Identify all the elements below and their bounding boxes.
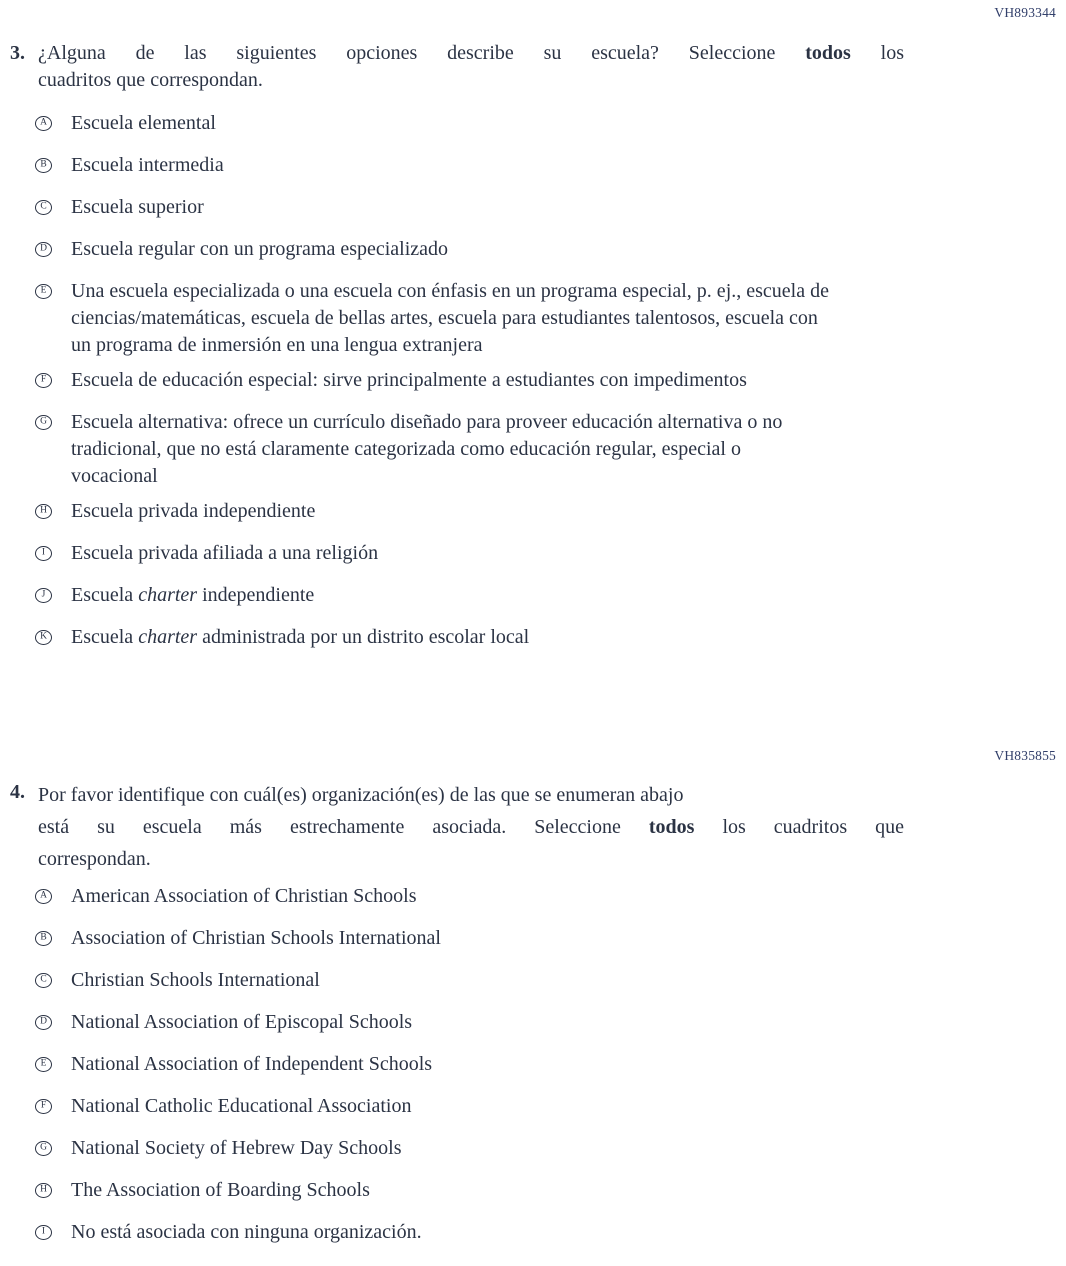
question-3-options bbox=[0, 110, 1066, 651]
option-q3-j[interactable] bbox=[35, 582, 1066, 609]
option-label: Escuela intermedia bbox=[71, 154, 224, 176]
option-q3-b[interactable] bbox=[35, 152, 1066, 179]
option-label: National Association of Independent Schools bbox=[71, 1053, 433, 1075]
choice-bubble-d[interactable] bbox=[35, 242, 52, 257]
question-4-options bbox=[0, 883, 1066, 1246]
choice-letter: D bbox=[40, 1016, 47, 1027]
question-4-line-3: correspondan. bbox=[38, 848, 151, 870]
option-label: National Catholic Educational Association bbox=[71, 1095, 412, 1117]
question-3-text bbox=[38, 40, 904, 94]
choice-letter: G bbox=[40, 416, 47, 427]
option-q3-i[interactable] bbox=[35, 540, 1066, 567]
choice-bubble-i[interactable] bbox=[35, 546, 52, 561]
question-3-stem bbox=[0, 40, 1066, 94]
choice-bubble-a[interactable] bbox=[35, 116, 52, 131]
question-4-line-1: Por favor identifique con cuál(es) organización(es) de las que se enumeran abajo bbox=[38, 784, 684, 806]
choice-letter: J bbox=[41, 589, 46, 600]
choice-bubble-f[interactable] bbox=[35, 1099, 52, 1114]
option-label: No está asociada con ninguna organización. bbox=[71, 1221, 422, 1243]
choice-letter: A bbox=[40, 890, 47, 901]
charter-italic: charter bbox=[138, 626, 198, 648]
question-3-line1-post: los bbox=[850, 42, 904, 64]
choice-bubble-c[interactable] bbox=[35, 973, 52, 988]
option-label: Una escuela especializada o una escuela con énfasis en un programa especial, p. ej., escuela de ciencias/matemáticas, escuela de bellas artes, escuela para estudiantes talentosos, escuela con un programa de inmersión en una lengua extranjera bbox=[71, 280, 829, 356]
choice-letter: C bbox=[40, 201, 47, 212]
option-q3-e[interactable] bbox=[35, 278, 1066, 359]
question-4-stem bbox=[0, 779, 1066, 875]
choice-bubble-j[interactable] bbox=[35, 588, 52, 603]
choice-letter: B bbox=[40, 159, 47, 170]
option-q4-c[interactable] bbox=[35, 967, 1066, 994]
choice-letter: K bbox=[40, 631, 47, 642]
option-label: Escuela privada independiente bbox=[71, 500, 316, 522]
option-label: Escuela charter independiente bbox=[71, 584, 315, 606]
option-q4-h[interactable] bbox=[35, 1177, 1066, 1204]
choice-letter: D bbox=[40, 243, 47, 254]
option-q4-g[interactable] bbox=[35, 1135, 1066, 1162]
question-4-line2-post: los cuadritos que bbox=[694, 816, 904, 838]
choice-bubble-g[interactable] bbox=[35, 1141, 52, 1156]
choice-letter: H bbox=[40, 1184, 47, 1195]
choice-bubble-d[interactable] bbox=[35, 1015, 52, 1030]
section-question-4 bbox=[0, 743, 1066, 1246]
choice-bubble-c[interactable] bbox=[35, 200, 52, 215]
question-3-line1-pre: ¿Alguna de las siguientes opciones describe su escuela? Seleccione bbox=[38, 42, 806, 64]
option-label: The Association of Boarding Schools bbox=[71, 1179, 370, 1201]
accession-code-label: VH835855 bbox=[994, 748, 1056, 763]
question-3-line-2: cuadritos que correspondan. bbox=[38, 69, 263, 91]
option-q3-d[interactable] bbox=[35, 236, 1066, 263]
question-4-text bbox=[38, 779, 904, 875]
option-label: Association of Christian Schools International bbox=[71, 927, 441, 949]
choice-bubble-e[interactable] bbox=[35, 1057, 52, 1072]
option-label: Escuela charter administrada por un distrito escolar local bbox=[71, 626, 530, 648]
question-3-number: 3. bbox=[10, 42, 25, 64]
question-4-line2-pre: está su escuela más estrechamente asociada. Seleccione bbox=[38, 816, 649, 838]
accession-code-q4 bbox=[0, 743, 1066, 764]
question-4-line2-bold: todos bbox=[648, 816, 695, 838]
option-q3-g[interactable] bbox=[35, 409, 1066, 490]
option-q4-a[interactable] bbox=[35, 883, 1066, 910]
question-3-line1-bold: todos bbox=[805, 42, 851, 64]
option-label: American Association of Christian Schools bbox=[71, 885, 417, 907]
choice-letter: E bbox=[40, 1058, 47, 1069]
option-q3-k[interactable] bbox=[35, 624, 1066, 651]
option-label: Escuela privada afiliada a una religión bbox=[71, 542, 379, 564]
choice-letter: C bbox=[40, 974, 47, 985]
choice-bubble-h[interactable] bbox=[35, 1183, 52, 1198]
choice-letter: B bbox=[40, 932, 47, 943]
option-label: Escuela elemental bbox=[71, 112, 216, 134]
option-label: Escuela superior bbox=[71, 196, 204, 218]
choice-bubble-i[interactable] bbox=[35, 1225, 52, 1240]
choice-bubble-b[interactable] bbox=[35, 931, 52, 946]
choice-bubble-g[interactable] bbox=[35, 415, 52, 430]
choice-bubble-h[interactable] bbox=[35, 504, 52, 519]
choice-letter: I bbox=[41, 1226, 46, 1237]
choice-letter: A bbox=[40, 117, 47, 128]
choice-bubble-k[interactable] bbox=[35, 630, 52, 645]
option-q3-h[interactable] bbox=[35, 498, 1066, 525]
option-q4-f[interactable] bbox=[35, 1093, 1066, 1120]
option-q4-i[interactable] bbox=[35, 1219, 1066, 1246]
choice-bubble-a[interactable] bbox=[35, 889, 52, 904]
question-4-number: 4. bbox=[10, 781, 25, 803]
option-label: Christian Schools International bbox=[71, 969, 320, 991]
question-4-line-2 bbox=[38, 811, 904, 843]
option-label: Escuela alternativa: ofrece un currículo diseñado para proveer educación alternativa o no tradicional, que no está claramente categorizada como educación regular, especial o vocacional bbox=[71, 411, 783, 487]
option-q4-b[interactable] bbox=[35, 925, 1066, 952]
option-label: National Society of Hebrew Day Schools bbox=[71, 1137, 402, 1159]
choice-bubble-f[interactable] bbox=[35, 373, 52, 388]
accession-code-q3 bbox=[0, 0, 1066, 21]
charter-italic: charter bbox=[138, 584, 198, 606]
choice-letter: E bbox=[40, 285, 47, 296]
choice-letter: G bbox=[40, 1142, 47, 1153]
choice-letter: F bbox=[40, 1100, 47, 1111]
choice-letter: H bbox=[40, 505, 47, 516]
accession-code-label: VH893344 bbox=[994, 5, 1056, 20]
option-label: Escuela de educación especial: sirve principalmente a estudiantes con impedimentos bbox=[71, 369, 747, 391]
choice-letter: I bbox=[41, 547, 46, 558]
option-label: Escuela regular con un programa especializado bbox=[71, 238, 449, 260]
option-q3-a[interactable] bbox=[35, 110, 1066, 137]
option-q3-c[interactable] bbox=[35, 194, 1066, 221]
option-q4-e[interactable] bbox=[35, 1051, 1066, 1078]
question-3-line-1 bbox=[38, 40, 904, 67]
choice-letter: F bbox=[40, 374, 47, 385]
choice-bubble-e[interactable] bbox=[35, 284, 52, 299]
option-q4-d[interactable] bbox=[35, 1009, 1066, 1036]
option-label: National Association of Episcopal Schools bbox=[71, 1011, 413, 1033]
option-q3-f[interactable] bbox=[35, 367, 1066, 394]
choice-bubble-b[interactable] bbox=[35, 158, 52, 173]
